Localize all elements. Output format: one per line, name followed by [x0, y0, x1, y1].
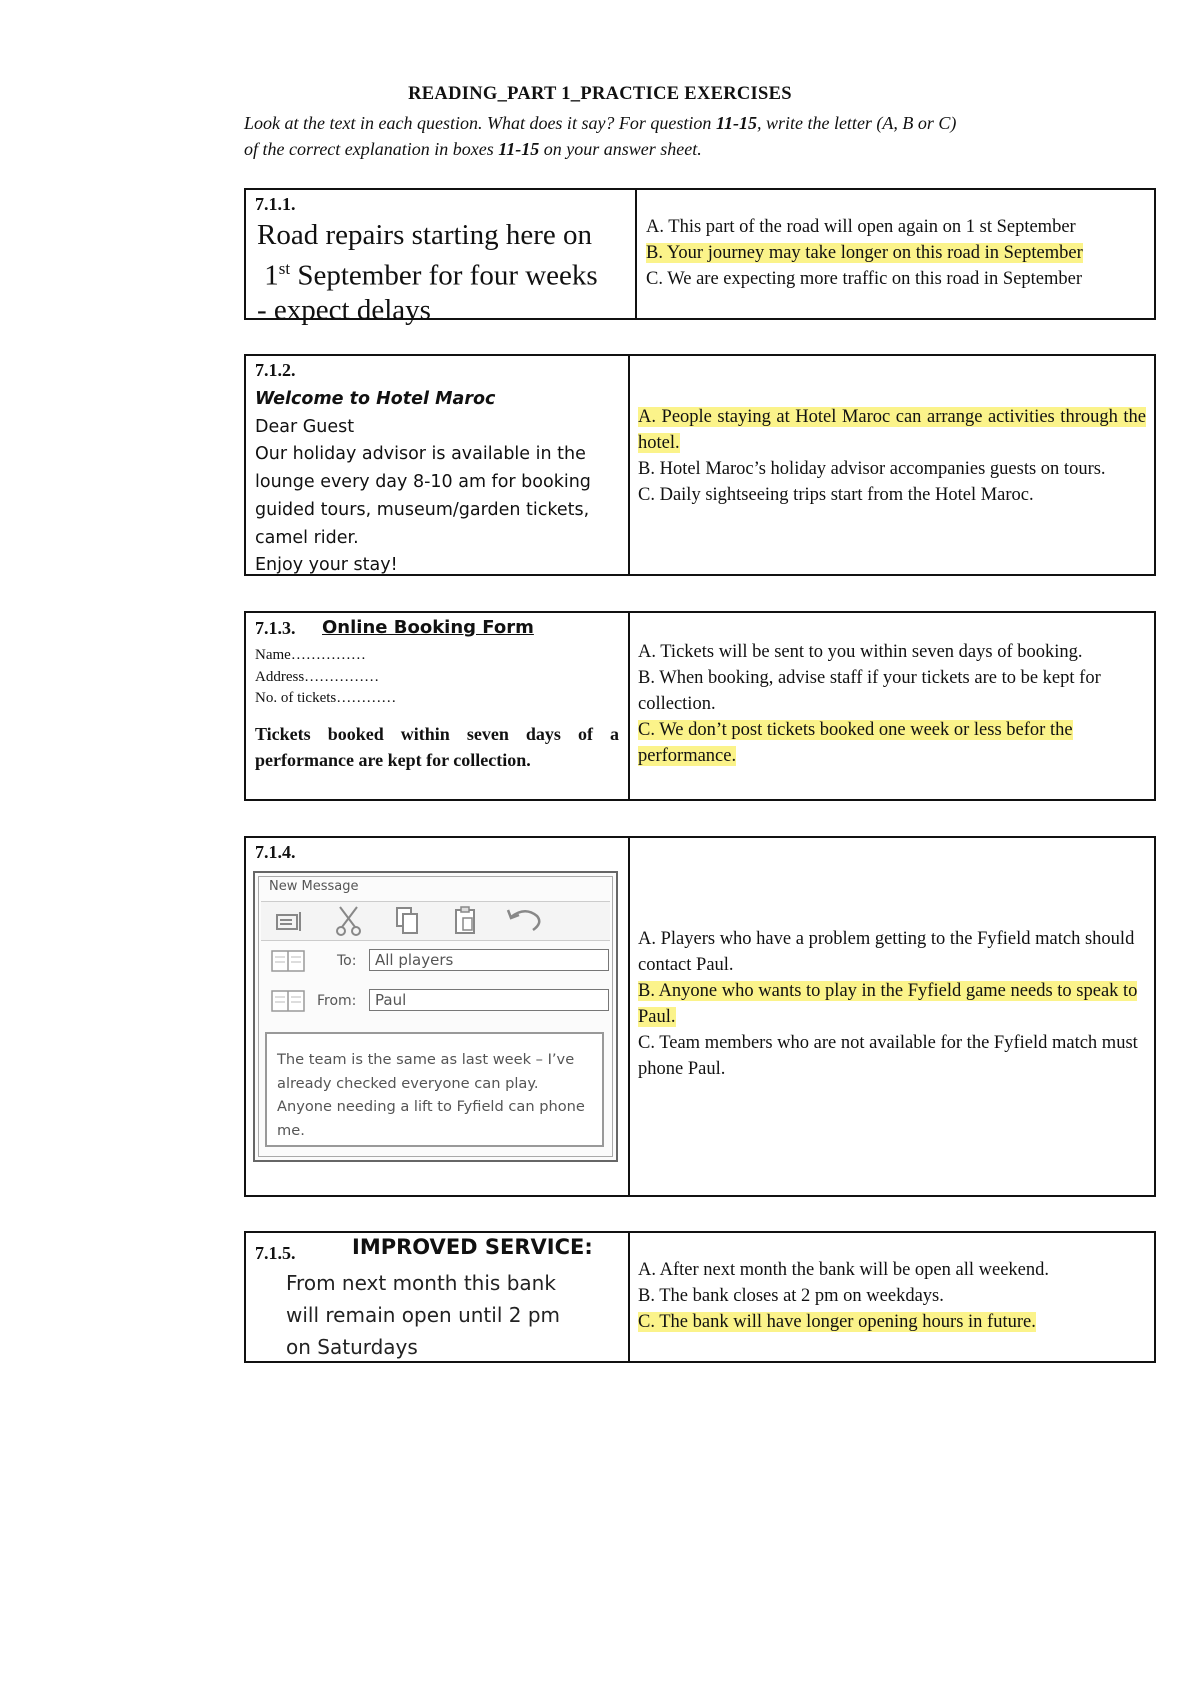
question-number: 7.1.1.	[255, 194, 296, 214]
instructions-text-1: Look at the text in each question. What does it say? For question	[244, 113, 716, 133]
question-1-options	[637, 190, 1154, 318]
question-2-options	[630, 356, 1154, 574]
email-body-box[interactable]	[265, 1032, 604, 1147]
option-a	[638, 639, 1146, 665]
option-b	[638, 1283, 1146, 1309]
option-text-highlighted: C. We don’t post tickets booked one week or less befor the performance.	[638, 720, 1073, 766]
notice-line: on Saturdays	[286, 1335, 418, 1359]
option-text: A. After next month the bank will be open all weekend.	[638, 1260, 1050, 1280]
question-1-notice	[246, 190, 637, 326]
email-window	[253, 871, 618, 1162]
option-text-highlighted: B. Your journey may take longer on this road in September	[646, 243, 1083, 263]
to-field[interactable]: All players	[369, 949, 609, 971]
from-field[interactable]: Paul	[369, 989, 609, 1011]
form-field-line: Name……………	[255, 647, 366, 663]
option-c	[638, 717, 1146, 769]
instructions-text-3: of the correct explanation in boxes	[244, 139, 499, 159]
address-book-icon[interactable]	[271, 990, 305, 1012]
option-a	[638, 404, 1146, 456]
notice-line: lounge every day 8-10 am for booking	[255, 472, 591, 493]
question-number: 7.1.3.	[255, 618, 296, 638]
notice-line: Road repairs starting here on	[257, 219, 593, 251]
paste-icon[interactable]	[453, 906, 479, 936]
question-number: 7.1.2.	[255, 360, 296, 380]
question-2-notice	[246, 356, 630, 574]
option-text: C. Daily sightseeing trips start from the Hotel Maroc.	[638, 485, 1034, 505]
copy-icon[interactable]	[395, 906, 421, 936]
question-5-options	[630, 1233, 1154, 1361]
notice-text	[255, 386, 625, 580]
notice-heading: IMPROVED SERVICE:	[352, 1235, 593, 1259]
notice-line: camel rider.	[255, 527, 359, 548]
option-a	[646, 214, 1146, 240]
option-b	[638, 456, 1146, 482]
notice-line: From next month this bank	[286, 1271, 556, 1295]
option-a	[638, 1257, 1146, 1283]
option-text: A. Tickets will be sent to you within seven days of booking.	[638, 642, 1083, 662]
notice-superscript: st	[278, 259, 291, 278]
option-text: B. Hotel Maroc’s holiday advisor accompanies guests on tours.	[638, 459, 1106, 479]
option-text-highlighted: A. People staying at Hotel Maroc can arrange activities through the hotel.	[638, 407, 1146, 453]
instructions-text-2: , write the letter (A, B or C)	[756, 113, 957, 133]
notice-line: Enjoy your stay!	[255, 555, 398, 576]
form-fields	[255, 645, 396, 710]
question-4-options	[630, 838, 1154, 1195]
notice-line	[257, 252, 637, 293]
from-label: From:	[317, 993, 357, 1009]
option-b	[638, 665, 1146, 717]
instructions-range-1: 11-15	[715, 113, 757, 133]
notice-fragment: 1	[264, 259, 279, 292]
question-box-5	[244, 1231, 1156, 1363]
notice-line: Dear Guest	[255, 416, 355, 437]
email-body-text: The team is the same as last week – I’ve already checked everyone can play. Anyone needing a lift to Fyfield can phone me.	[277, 1051, 585, 1139]
question-box-1	[244, 188, 1156, 326]
form-heading: Online Booking Form	[322, 617, 534, 638]
option-c	[638, 1309, 1146, 1335]
question-box-4	[244, 836, 1156, 1197]
instructions-range-2: 11-15	[498, 139, 540, 159]
question-number: 7.1.4.	[255, 842, 296, 862]
question-box-2	[244, 354, 1156, 576]
form-field-line: No. of tickets…………	[255, 690, 397, 706]
address-book-icon[interactable]	[271, 950, 305, 972]
notice-heading: Welcome to Hotel Maroc	[255, 389, 496, 409]
form-notice: Tickets booked within seven days of a performance are kept for collection.	[255, 724, 619, 770]
option-text: C. We are expecting more traffic on this road in September	[646, 269, 1083, 289]
option-text: A. Players who have a problem getting to the Fyfield match should contact Paul.	[638, 929, 1135, 975]
undo-icon[interactable]	[505, 908, 545, 934]
notice-text	[257, 218, 637, 327]
option-text: C. Team members who are not available for the Fyfield match must phone Paul.	[638, 1033, 1138, 1079]
option-text-highlighted: C. The bank will have longer opening hours in future.	[638, 1312, 1036, 1332]
question-3-notice	[246, 613, 630, 799]
page-title: READING_PART 1_PRACTICE EXERCISES	[408, 84, 792, 104]
option-c	[638, 482, 1146, 508]
notice-fragment: September for four weeks	[290, 259, 598, 292]
instructions-text-4: on your answer sheet.	[539, 139, 702, 159]
option-c	[638, 1030, 1146, 1082]
email-toolbar	[261, 901, 610, 941]
option-text-highlighted: B. Anyone who wants to play in the Fyfield game needs to speak to Paul.	[638, 981, 1138, 1027]
instructions	[244, 110, 1124, 162]
send-icon[interactable]	[275, 909, 307, 935]
question-number: 7.1.5.	[255, 1243, 296, 1263]
option-b	[646, 240, 1146, 266]
notice-text	[286, 1267, 560, 1363]
option-c	[646, 266, 1146, 292]
notice-line: Our holiday advisor is available in the	[255, 444, 586, 465]
question-4-notice	[246, 838, 630, 1195]
form-field-line: Address……………	[255, 668, 380, 685]
notice-line: will remain open until 2 pm	[286, 1303, 560, 1327]
cut-icon[interactable]	[335, 905, 363, 937]
to-label: To:	[337, 953, 357, 969]
option-text: B. When booking, advise staff if your tickets are to be kept for collection.	[638, 668, 1101, 714]
option-a	[638, 926, 1146, 978]
notice-line: - expect delays	[257, 293, 431, 326]
option-text: B. The bank closes at 2 pm on weekdays.	[638, 1286, 944, 1306]
notice-line: guided tours, museum/garden tickets,	[255, 499, 590, 520]
question-box-3	[244, 611, 1156, 801]
question-5-notice	[246, 1233, 630, 1361]
option-text: A. This part of the road will open again on 1 st September	[646, 217, 1076, 237]
email-window-title: New Message	[269, 879, 359, 894]
option-b	[638, 978, 1146, 1030]
question-3-options	[630, 613, 1154, 799]
